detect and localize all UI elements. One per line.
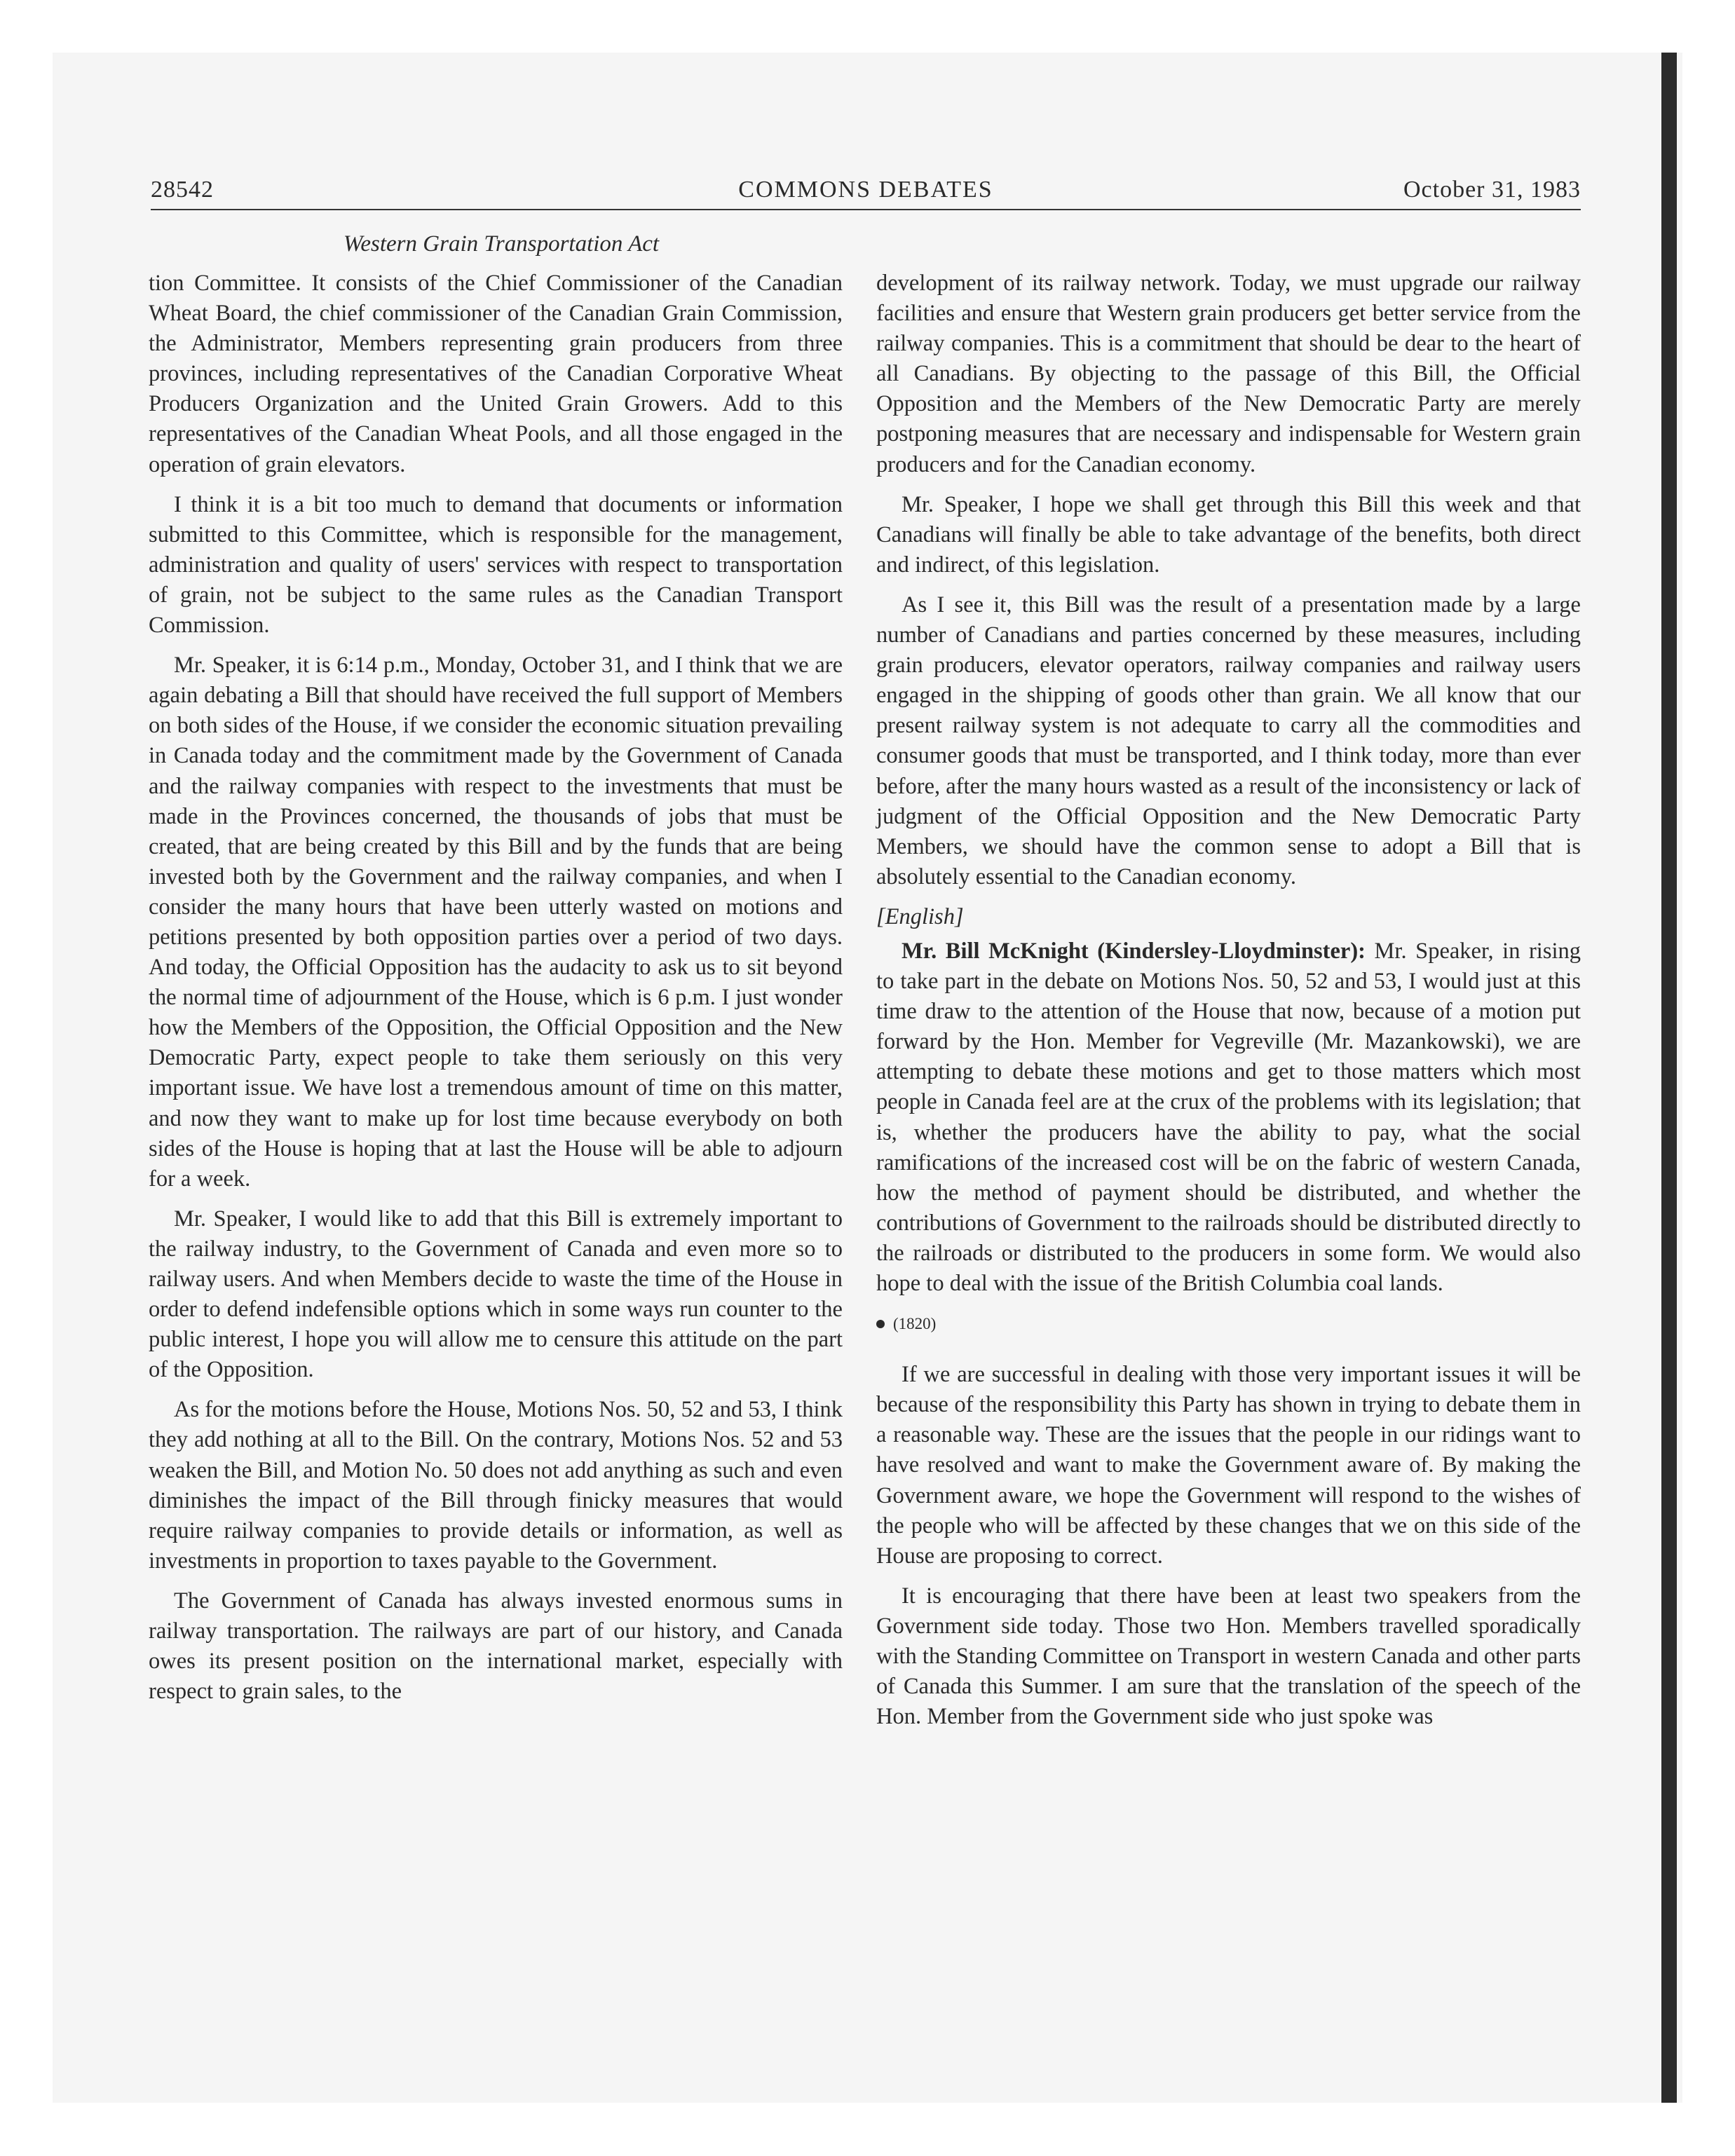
header-rule — [151, 209, 1581, 210]
timestamp — [876, 1309, 1581, 1339]
paragraph: Mr. Speaker, I would like to add that this Bill is extremely important to the railway industry, to the Government of Canada and even more so to railway users. And when Members decide to waste the time of the House in order to defend indefensible options which in some ways run counter to the public interest, I hope you will allow me to censure this attitude on the part of the Opposition. — [149, 1206, 843, 1383]
page-header — [151, 177, 1581, 212]
paragraph: The Government of Canada has always invested enormous sums in railway transportation. The railways are part of our history, and Canada owes its present position on the international market, especially with respect to grain sales, to the — [149, 1588, 843, 1705]
paragraph: Mr. Speaker, I hope we shall get through this Bill this week and that Canadians will finally be able to take advantage of the benefits, both direct and indirect, of this legislation. — [876, 491, 1581, 578]
paragraph: I think it is a bit too much to demand that documents or information submitted to this Committee, which is responsible for the management, administration and quality of users' services with respect to transportation of grain, not be subject to the same rules as the Canadian Transport Commission. — [149, 491, 843, 639]
timestamp-text: (1820) — [893, 1315, 937, 1333]
left-column — [149, 268, 843, 1717]
paragraph: tion Committee. It consists of the Chief Commissioner of the Canadian Wheat Board, the chief commissioner of the Canadian Grain Commission, the Administrator, Members representing grain producers from three provinces, including representatives of the Canadian Corporative Wheat Producers Organization and the United Grain Growers. Add to this representatives of the Canadian Wheat Pools, and all those engaged in the operation of grain elevators. — [149, 271, 843, 477]
speaker-name: Mr. Bill McKnight (Kindersley-Lloydminster): — [901, 938, 1366, 964]
language-marker: [English] — [876, 903, 964, 929]
publication-date: October 31, 1983 — [1403, 177, 1581, 203]
paragraph: It is encouraging that there have been at least two speakers from the Government side today. Those two Hon. Members travelled sporadically with the Standing Committee on Transport in western Canada and other parts of Canada this Summer. I am sure that the translation of the speech of the Hon. Member from the Government side who just spoke was — [876, 1583, 1581, 1730]
speaker-text: Mr. Speaker, in rising to take part in the debate on Motions Nos. 50, 52 and 53, I would just at this time draw to the attention of the House that now, because of a motion put forward by the Hon. Member for Vegreville (Mr. Mazankowski), we are attempting to debate these motions and get to those matters which most people in Canada feel are at the crux of the problems with its legislation; that is, whether the producers have the ability to pay, what the social ramifications of the increased cost will be on the fabric of western Canada, how the method of payment should be distributed, and whether the contributions of Government to the railroads should be distributed directly to the railroads or distributed to the producers in some form. We would also hope to deal with the issue of the British Columbia coal lands. — [876, 938, 1581, 1296]
paragraph: As for the motions before the House, Motions Nos. 50, 52 and 53, I think they add nothing at all to the Bill. On the contrary, Motions Nos. 52 and 53 weaken the Bill, and Motion No. 50 does not add anything as such and even diminishes the impact of the Bill through finicky measures that would require railway companies to provide details or information, as well as investments in proportion to taxes payable to the Government. — [149, 1397, 843, 1574]
paragraph: As I see it, this Bill was the result of a presentation made by a large number of Canadians and parties concerned by these measures, including grain producers, elevator operators, railway companies and railway users engaged in the shipping of goods other than grain. We all know that our present railway system is not adequate to carry all the commodities and consumer goods that must be transported, and I think today, more than ever before, after the many hours wasted as a result of the inconsistency or lack of judgment of the Official Opposition and the New Democratic Party Members, we should have the common sense to adopt a Bill that is absolutely essential to the Canadian economy. — [876, 592, 1581, 889]
running-head: Western Grain Transportation Act — [343, 231, 660, 257]
paragraph: development of its railway network. Today, we must upgrade our railway facilities and ensure that Western grain producers get better service from the railway companies. This is a commitment that should be dear to the heart of all Canadians. By objecting to the passage of this Bill, the Official Opposition and the Members of the New Democratic Party are merely postponing measures that are necessary and indispensable for Western grain producers and for the Canadian economy. — [876, 271, 1581, 477]
publication-title: COMMONS DEBATES — [738, 177, 993, 203]
right-column — [876, 268, 1581, 1742]
speaker-paragraph — [876, 936, 1581, 1299]
scan-edge-bar — [1661, 53, 1677, 2103]
paragraph: If we are successful in dealing with those very important issues it will be because of the responsibility this Party has shown in trying to debate them in a reasonable way. These are the issues that the people in our ridings want to have resolved and want to make the Government aware of. By making the Government aware, we hope the Government will respond to the wishes of the people who will be affected by these changes that we on this side of the House are proposing to correct. — [876, 1362, 1581, 1569]
bullet-icon — [876, 1320, 885, 1328]
paragraph: Mr. Speaker, it is 6:14 p.m., Monday, October 31, and I think that we are again debating a Bill that should have received the full support of Members on both sides of the House, if we consider the economic situation prevailing in Canada today and the commitment made by the Government of Canada and the railway companies with respect to the investments that must be made in the Provinces concerned, the thousands of jobs that must be created, that are being created by this Bill and by the funds that are being invested both by the Government and the railway companies, and when I consider the many hours that have been utterly wasted on motions and petitions presented by both opposition parties over a period of two days. And today, the Official Opposition has the audacity to ask us to sit beyond the normal time of adjournment of the House, which is 6 p.m. I just wonder how the Members of the Opposition, the Official Opposition and the New Democratic Party, expect people to take them seriously on this very important issue. We have lost a tremendous amount of time on this matter, and now they want to make up for lost time because everybody on both sides of the House is hoping that at last the House will be able to adjourn for a week. — [149, 653, 843, 1192]
page-number: 28542 — [151, 177, 214, 203]
